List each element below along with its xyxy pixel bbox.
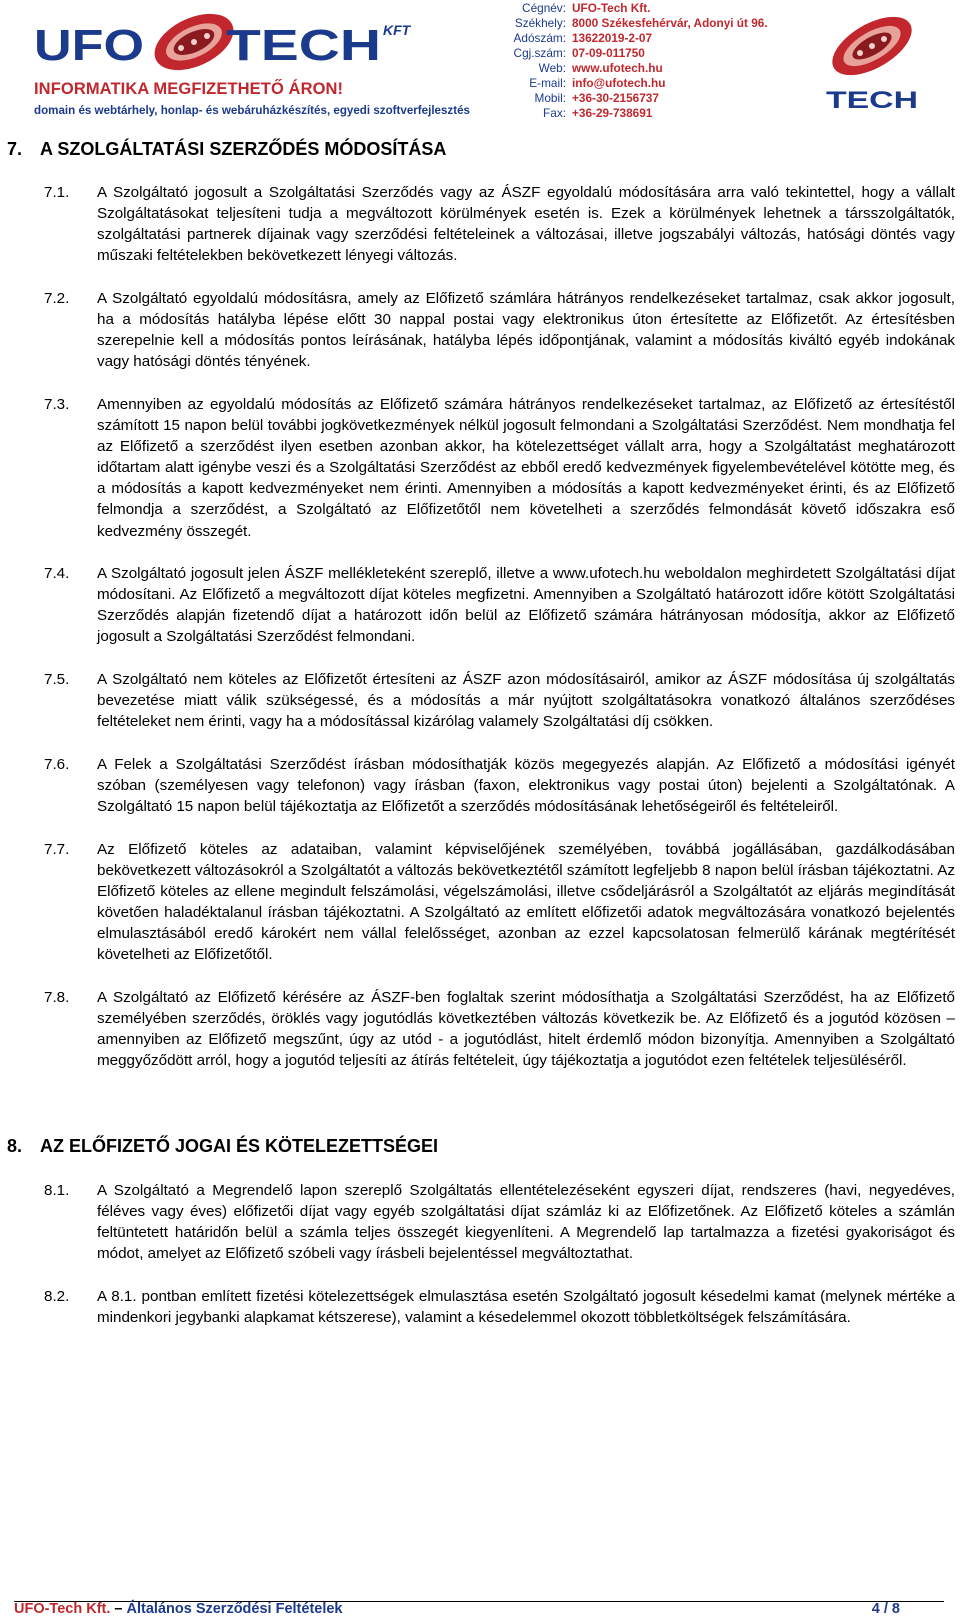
clause	[44, 563, 955, 647]
clause-number: 8.2.	[44, 1288, 70, 1305]
company-info-row	[470, 106, 768, 121]
info-label: Adószám:	[513, 31, 566, 45]
clause	[44, 839, 955, 966]
clause-text: A Szolgáltató a Megrendelő lapon szereplő Szolgáltatás ellentételezéseként egyszeri díjat, rendszeres (havi, negyedéves, féléves vagy éves) előfizetői díjat vagy egyéb szolgáltatási díjat számláz ki az Előfizetőnek. Az Előfizető köteles a számlán feltüntetett határidőn belül a számla teljes összegét kiegyenlíteni. A Megrendelő lap tartalmazza a fizetési gyakoriságot és módot, amelyet az Előfizető szóbeli vagy írásbeli bejelentéssel megváltoztathat.	[97, 1182, 955, 1263]
footer-separator: –	[114, 1601, 123, 1617]
clause	[44, 1180, 955, 1264]
footer-company: UFO-Tech Kft.	[14, 1601, 111, 1617]
company-info	[470, 1, 768, 121]
info-value: +36-30-2156737	[572, 91, 659, 105]
info-label: Mobil:	[534, 91, 566, 105]
clause-number: 7.3.	[44, 396, 70, 413]
info-value: info@ufotech.hu	[572, 76, 666, 90]
emblem-text: TECH	[826, 87, 918, 113]
clause-text: A Felek a Szolgáltatási Szerződést írásban módosíthatják közös megegyezés alapján. Az Előfizető a módosítási igényét szóban (személyesen vagy telefonon) vagy írásban (faxon, elektronikus vagy postai úton) bejelenti a Szolgáltatónak. A Szolgáltató 15 napon belül tájékoztatja az Előfizetőt a szerződés módosításának lehetőségeiről és feltételeiről.	[97, 756, 955, 816]
company-info-row	[470, 16, 768, 31]
clause	[44, 754, 955, 817]
clause	[44, 394, 955, 542]
clause-number: 7.4.	[44, 565, 70, 582]
footer-title	[14, 1601, 343, 1617]
clause-text: A Szolgáltató jogosult jelen ÁSZF mellékleteként szereplő, illetve a www.ufotech.hu weboldalon meghirdetett Szolgáltatási díjat módosítani. Az Előfizető a megváltozott díjat köteles megfizetni. Amennyiben a Szolgáltató határozott időre kötött Szolgáltatási Szerződés alapján fizetendő díjat a határozott időn belül az Előfizető számára hátrányosan módosítja, akkor az Előfizető jogosult a Szolgáltatási Szerződést felmondani.	[97, 565, 955, 646]
section-heading	[7, 1136, 438, 1157]
clause	[44, 1286, 955, 1328]
info-label: Fax:	[543, 106, 566, 120]
clause	[44, 288, 955, 372]
company-info-row	[470, 1, 768, 16]
clause	[44, 182, 955, 266]
section-heading	[7, 139, 446, 160]
footer-document: Általános Szerződési Feltételek	[126, 1601, 343, 1617]
company-info-row	[470, 46, 768, 61]
info-value: 07-09-011750	[572, 46, 645, 60]
clause-text: A Szolgáltató egyoldalú módosításra, amely az Előfizető számlára hátrányos rendelkezéseket tartalmaz, csak akkor jogosult, ha a módosítás hatályba lépése előtt 30 nappal postai vagy elektronikus úton értesítette az Előfizetőt. Az értesítésben szerepelnie kell a módosítás pontos leírásának, hatályba lépés időpontjának, valamint a módosítás kiváltó egyéb indokának vagy hatósági döntés tényének.	[97, 290, 955, 371]
clause-number: 7.7.	[44, 841, 70, 858]
info-label: Web:	[538, 61, 566, 75]
info-label: Székhely:	[514, 16, 566, 30]
logo-suffix: KFT	[383, 22, 411, 38]
clause-text: A 8.1. pontban említett fizetési kötelezettségek elmulasztása esetén Szolgáltató jogosult késedelmi kamat (melynek mértéke a mindenkori jegybanki alapkamat kétszerese), valamint a késedelemmel okozott többletköltségek felszámítására.	[97, 1288, 955, 1327]
info-value: +36-29-738691	[572, 106, 653, 120]
slogan: INFORMATIKA MEGFIZETHETŐ ÁRON!	[34, 80, 344, 98]
info-value: 8000 Székesfehérvár, Adonyi út 96.	[572, 16, 768, 30]
clause-text: Az Előfizető köteles az adataiban, valamint képviselőjének személyében, továbbá jogállásában, gazdálkodásában bekövetkezett változásokról a Szolgáltatót a változás bekövetkeztétől számított legfeljebb 8 napon belül írásban tájékoztatni. Az Előfizető köteles az ellene megindult felszámolási, végelszámolási, illetve csődeljárásról a Szolgáltatót az eljárás megindítását követően haladéktalanul írásban tájékoztatni. A Szolgáltató az említett előfizetői adatok megváltozására vonatkozó bejelentés elmulasztásából eredő károkért nem vállal felelősséget, azonban az ezzel kapcsolatosan felmerülő kárának megtérítését követelheti az Előfizetőtől.	[97, 841, 955, 964]
clause	[44, 669, 955, 732]
clause-number: 7.5.	[44, 671, 70, 688]
info-label: Cgj.szám:	[513, 46, 566, 60]
section-title: A SZOLGÁLTATÁSI SZERZŐDÉS MÓDOSÍTÁSA	[40, 139, 447, 159]
clause-text: A Szolgáltató nem köteles az Előfizetőt értesíteni az ÁSZF azon módosításairól, amikor az ÁSZF módosítása új szolgáltatás bevezetése miatt válik szükségessé, és a módosítás a már nyújtott szolgáltatásokra vonatkozó általános szerződéses feltételeket nem érinti, vagy ha a módosítással kizárólag valamely Szolgáltatási díj csökken.	[97, 671, 955, 731]
letterhead	[0, 0, 960, 125]
info-label: E-mail:	[529, 76, 566, 90]
ufo-tech-emblem-icon	[822, 8, 922, 113]
company-info-row	[470, 31, 768, 46]
clause-number: 7.6.	[44, 756, 70, 773]
clause-number: 7.1.	[44, 184, 70, 201]
clause-number: 7.8.	[44, 989, 70, 1006]
svg-text:TECH: TECH	[226, 21, 381, 70]
clause-text: A Szolgáltató jogosult a Szolgáltatási Szerződés vagy az ÁSZF egyoldalú módosítására arra való tekintettel, hogy a vállalt Szolgáltatásokat teljesíteni tudja a megváltozott körülmények esetén is. Ezek a körülmények lehetnek a társszolgáltatók, szolgáltatási partnerek díjainak vagy szerződési feltételeinek a változásai, illetve jogszabályi változás, hatósági döntés vagy műszaki feltételekben bekövetkezett lényegi változás.	[97, 184, 955, 265]
svg-text:UFO: UFO	[34, 21, 144, 70]
clause	[44, 987, 955, 1071]
info-value: UFO-Tech Kft.	[572, 1, 651, 15]
clause-number: 7.2.	[44, 290, 70, 307]
clause-number: 8.1.	[44, 1182, 70, 1199]
section-number: 7.	[7, 139, 23, 159]
section-title: AZ ELŐFIZETŐ JOGAI ÉS KÖTELEZETTSÉGEI	[40, 1136, 439, 1156]
section-number: 8.	[7, 1136, 23, 1156]
clause-text: Amennyiben az egyoldalú módosítás az Előfizető számára hátrányos rendelkezéseket tartalmaz, az Előfizető az értesítéstől számított 15 napon belül további jogkövetkezmények nélkül jogosult felmondani a Szolgáltatási Szerződést. Nem mondhatja fel az Előfizető a szerződést ilyen esetben azonban akkor, ha kötelezettséget vállalt arra, hogy a Szolgáltatást meghatározott időtartam alatt igénybe veszi és a Szolgáltatási Szerződést az ebből eredő kedvezmények figyelembevételével kötötte meg, és a módosítás a kapott kedvezményeket nem érinti. Amennyiben a módosítás a kapott kedvezményeket érinti, és az Előfizető felmondja a szerződést, a Szolgáltató az Előfizetőtől nem követelheti a szerződés felmondását követő időszakra eső kedvezmény összegét.	[97, 396, 955, 540]
services-line: domain és webtárhely, honlap- és webáruházkészítés, egyedi szoftverfejlesztés	[34, 104, 470, 117]
company-info-row	[470, 91, 768, 106]
info-label: Cégnév:	[522, 1, 566, 15]
clause-text: A Szolgáltató az Előfizető kérésére az ÁSZF-ben foglaltak szerint módosíthatja a Szolgáltatási Szerződést, ha az Előfizető személyében szerződés, öröklés vagy jogutódlás következtében változás következik be. Az Előfizető és a jogutód közösen – amennyiben az Előfizető megszűnt, úgy az utód - a jogutódlást, hitelt érdemlő módon bizonyítja. Amennyiben a Szolgáltató meggyőződött arról, hogy a jogutód teljesíti az átírás feltételeit, úgy tájékoztatja a jogutódot ezen feltételek teljesüléséről.	[97, 989, 955, 1070]
info-value: 13622019-2-07	[572, 31, 653, 45]
ufo-tech-logo	[34, 6, 434, 76]
company-info-row	[470, 61, 768, 76]
company-info-row	[470, 76, 768, 91]
info-value: www.ufotech.hu	[572, 61, 663, 75]
page-number: 4 / 8	[871, 1601, 900, 1617]
